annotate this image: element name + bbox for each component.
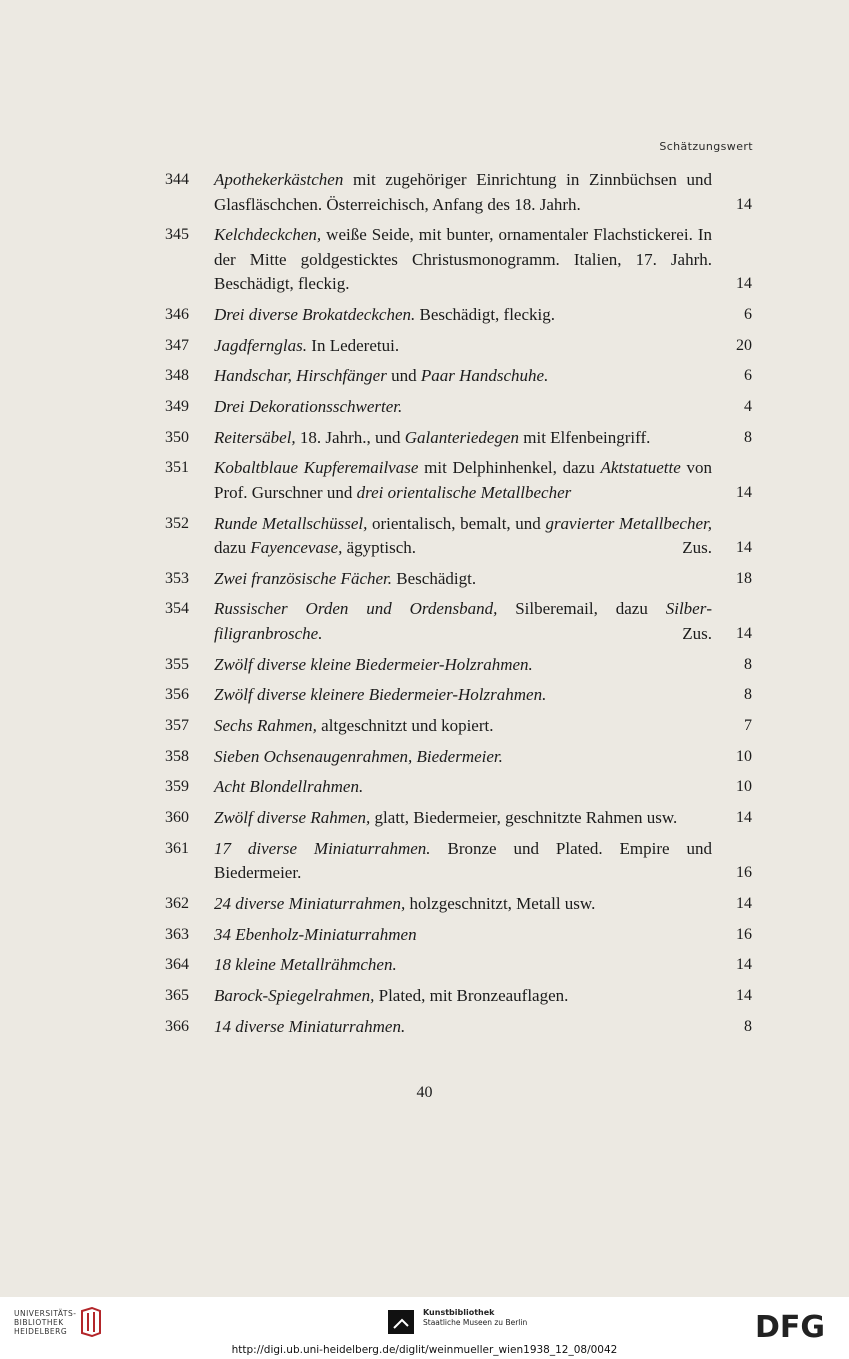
- lot-text: dazu: [214, 538, 251, 557]
- lot-title: Drei diverse Brokatdeckchen.: [214, 304, 416, 324]
- lot-title: 18 kleine Metallrähmchen.: [214, 955, 397, 975]
- lot-description: [214, 714, 712, 739]
- estimate-value: 14: [736, 956, 752, 974]
- lot-title: Drei Dekorationsschwerter.: [214, 396, 403, 416]
- lot-number: 344: [165, 171, 189, 188]
- together-label: Zus.: [682, 623, 712, 643]
- lot-title: Russischer Orden und Ordensband,: [214, 599, 498, 619]
- estimate-value: 4: [744, 397, 752, 415]
- lot-title: Aktstatuette: [600, 458, 681, 478]
- catalog-entry: [165, 837, 752, 886]
- catalog-entry: [165, 892, 752, 917]
- column-header: Schätzungswert: [659, 140, 753, 153]
- estimate-value: 14: [736, 195, 752, 213]
- lot-text: Bronze und Plated. Empire und Biedermeier.: [214, 838, 712, 883]
- lot-number: 362: [165, 894, 189, 912]
- lot-title: 34 Ebenholz-Miniaturrahmen: [214, 924, 417, 944]
- dfg-logo-icon: [755, 1311, 837, 1341]
- lot-text: altgeschnitzt und kopiert.: [316, 715, 494, 735]
- lot-title: Jagdfernglas.: [214, 335, 308, 355]
- estimate-value: 6: [744, 367, 752, 385]
- lot-number: 351: [165, 459, 189, 477]
- lot-text: Plated, mit Bronzeauflagen.: [374, 985, 569, 1005]
- lot-title: Zwölf diverse kleinere Biedermeier-Holzrahmen.: [214, 685, 547, 705]
- lot-description: [214, 395, 712, 420]
- lot-title: Handschar, Hirschfänger: [214, 366, 387, 386]
- lot-title: Acht Blondellrahmen.: [214, 777, 364, 797]
- together-label: Zus.: [682, 538, 712, 557]
- lot-number: 358: [165, 747, 189, 765]
- estimate-value: 14: [736, 894, 752, 912]
- lot-description: [214, 953, 712, 978]
- lot-title: gravierter Metallbecher,: [545, 513, 712, 533]
- lot-text: Beschädigt.: [392, 568, 477, 588]
- lot-number: 361: [165, 839, 189, 857]
- catalog-entry: [165, 775, 752, 800]
- lot-number: 357: [165, 716, 189, 734]
- catalog-entry: [165, 223, 752, 297]
- lot-description: [214, 223, 712, 297]
- estimate-value: 8: [744, 1017, 752, 1035]
- lot-title: Runde Metallschüssel,: [214, 513, 368, 533]
- estimate-value: 7: [744, 716, 752, 734]
- lot-description: [214, 303, 712, 328]
- lot-description: [214, 837, 712, 886]
- catalog-entry: [165, 984, 752, 1009]
- lot-text: ägyptisch.: [342, 538, 417, 557]
- lot-title: Fayencevase,: [250, 538, 343, 557]
- lot-text: holzgeschnitzt, Metall usw.: [405, 893, 596, 913]
- lot-number: 363: [165, 925, 189, 943]
- catalog-entry: [165, 683, 752, 708]
- estimate-value: 14: [736, 275, 752, 293]
- lot-title: drei orientalische Metallbecher: [356, 482, 572, 502]
- estimate-value: 8: [744, 655, 752, 673]
- lot-text: mit zugehöriger Einrichtung in Zinnbüchsen und Glasfläschchen. Österreichisch, Anfang des 18. Jahrh.: [214, 170, 712, 214]
- lot-description: [214, 426, 712, 451]
- lot-title: Zwölf diverse kleine Biedermeier-Holzrahmen.: [214, 654, 533, 674]
- lot-description: [214, 923, 712, 948]
- catalog-entry: [165, 714, 752, 739]
- lot-title: Silberfiligranbrosche.: [214, 599, 712, 643]
- lot-number: 347: [165, 336, 189, 354]
- lot-description: [214, 984, 712, 1009]
- catalog-entry: [165, 364, 752, 389]
- lot-text: In Lederetui.: [307, 335, 400, 355]
- lot-title: 17 diverse Miniaturrahmen.: [214, 838, 431, 858]
- lot-number: 349: [165, 397, 189, 415]
- lot-description: [214, 168, 712, 217]
- lot-title: Zwei französische Fächer.: [214, 568, 393, 588]
- page-number: 40: [416, 1084, 433, 1101]
- lot-title: 14 diverse Miniaturrahmen.: [214, 1016, 406, 1036]
- kunstbibliothek-name: Kunstbibliothek Staatliche Museen zu Berlin: [423, 1308, 528, 1327]
- catalog-entry: [165, 653, 752, 678]
- catalog-entry: [165, 597, 752, 646]
- lot-description: [214, 456, 712, 505]
- lot-title: Sieben Ochsenaugenrahmen, Biedermeier.: [214, 746, 503, 766]
- estimate-value: 18: [736, 569, 752, 587]
- lot-number: 353: [165, 569, 189, 587]
- lot-number: 354: [165, 600, 189, 618]
- lot-number: 346: [165, 305, 189, 323]
- catalog-entry: [165, 334, 752, 359]
- catalog-entry: [165, 456, 752, 505]
- estimate-value: 14: [736, 986, 752, 1004]
- estimate-value: 14: [736, 539, 752, 556]
- lot-number: 360: [165, 809, 189, 826]
- lot-description: [214, 806, 712, 831]
- svg-text:DFG: DFG: [755, 1311, 826, 1341]
- catalog-entries: [165, 168, 752, 1045]
- lot-title: Galanteriedegen: [404, 427, 519, 447]
- lot-title: Barock-Spiegelrahmen,: [214, 985, 375, 1005]
- lot-description: [214, 745, 712, 770]
- lot-title: Apothekerkästchen: [214, 170, 344, 189]
- lot-text: 18. Jahrh., und: [295, 427, 405, 447]
- kunstbibliothek-logo-icon: [388, 1310, 416, 1336]
- lot-title: Sechs Rahmen,: [214, 715, 317, 735]
- estimate-value: 20: [736, 336, 752, 354]
- catalog-entry: [165, 426, 752, 451]
- catalog-entry: [165, 806, 752, 831]
- estimate-value: 14: [736, 809, 752, 826]
- estimate-value: 8: [744, 428, 752, 446]
- lot-number: 366: [165, 1017, 189, 1035]
- lot-description: [214, 512, 712, 561]
- estimate-value: 10: [736, 778, 752, 796]
- lot-text: Silberemail, dazu: [497, 599, 666, 619]
- lot-description: [214, 775, 712, 800]
- heidelberg-logo-icon: [80, 1307, 102, 1337]
- lot-text: weiße Seide, mit bunter, ornamentaler Flachstickerei. In der Mitte goldgesticktes Christusmonogramm. Italien, 17. Jahrh. Beschädigt, fleckig.: [214, 225, 712, 294]
- catalog-entry: [165, 168, 752, 217]
- lot-number: 350: [165, 428, 189, 446]
- lot-text: orientalisch, bemalt, und: [367, 513, 546, 533]
- estimate-value: 10: [736, 747, 752, 765]
- lot-text: Beschädigt, fleckig.: [415, 304, 555, 324]
- estimate-value: 14: [736, 624, 752, 642]
- lot-text: von Prof. Gurschner und: [214, 458, 713, 502]
- lot-number: 345: [165, 226, 189, 244]
- lot-number: 364: [165, 956, 189, 974]
- estimate-value: 16: [736, 925, 752, 943]
- lot-description: [214, 892, 712, 917]
- lot-description: [214, 364, 712, 389]
- lot-title: Paar Handschuhe.: [420, 366, 549, 386]
- lot-description: [214, 683, 712, 708]
- estimate-value: 16: [736, 864, 752, 882]
- estimate-value: 14: [736, 483, 752, 501]
- lot-description: [214, 597, 712, 646]
- catalog-entry: [165, 395, 752, 420]
- catalog-entry: [165, 1015, 752, 1040]
- lot-text: mit Delphinhenkel, dazu: [418, 458, 601, 478]
- lot-title: Reitersäbel,: [214, 427, 296, 447]
- lot-text: glatt, Biedermeier, geschnitzte Rahmen usw.: [370, 808, 678, 827]
- lot-description: [214, 1015, 712, 1040]
- lot-number: 365: [165, 986, 189, 1004]
- lot-description: [214, 567, 712, 592]
- lot-title: 24 diverse Miniaturrahmen,: [214, 893, 406, 913]
- estimate-value: 8: [744, 686, 752, 704]
- lot-number: 359: [165, 778, 189, 796]
- lot-description: [214, 334, 712, 359]
- lot-description: [214, 653, 712, 678]
- lot-number: 355: [165, 655, 189, 673]
- catalog-entry: [165, 567, 752, 592]
- university-library-name: UNIVERSITÄTS- BIBLIOTHEK HEIDELBERG: [14, 1309, 77, 1336]
- lot-number: 352: [165, 514, 189, 532]
- permalink-url[interactable]: http://digi.ub.uni-heidelberg.de/diglit/weinmueller_wien1938_12_08/0042: [231, 1344, 618, 1356]
- lot-text: mit Elfenbeingriff.: [519, 427, 651, 447]
- catalog-entry: [165, 745, 752, 770]
- lot-number: 356: [165, 686, 189, 704]
- catalog-entry: [165, 512, 752, 561]
- lot-title: Kelchdeckchen,: [214, 225, 322, 245]
- catalog-entry: [165, 923, 752, 948]
- lot-number: 348: [165, 367, 189, 385]
- catalog-entry: [165, 303, 752, 328]
- estimate-value: 6: [744, 305, 752, 323]
- lot-title: Zwölf diverse Rahmen,: [214, 808, 371, 827]
- catalog-entry: [165, 953, 752, 978]
- lot-title: Kobaltblaue Kupferemailvase: [214, 458, 419, 478]
- lot-text: und: [386, 366, 421, 386]
- viewer-footer: [0, 1297, 849, 1359]
